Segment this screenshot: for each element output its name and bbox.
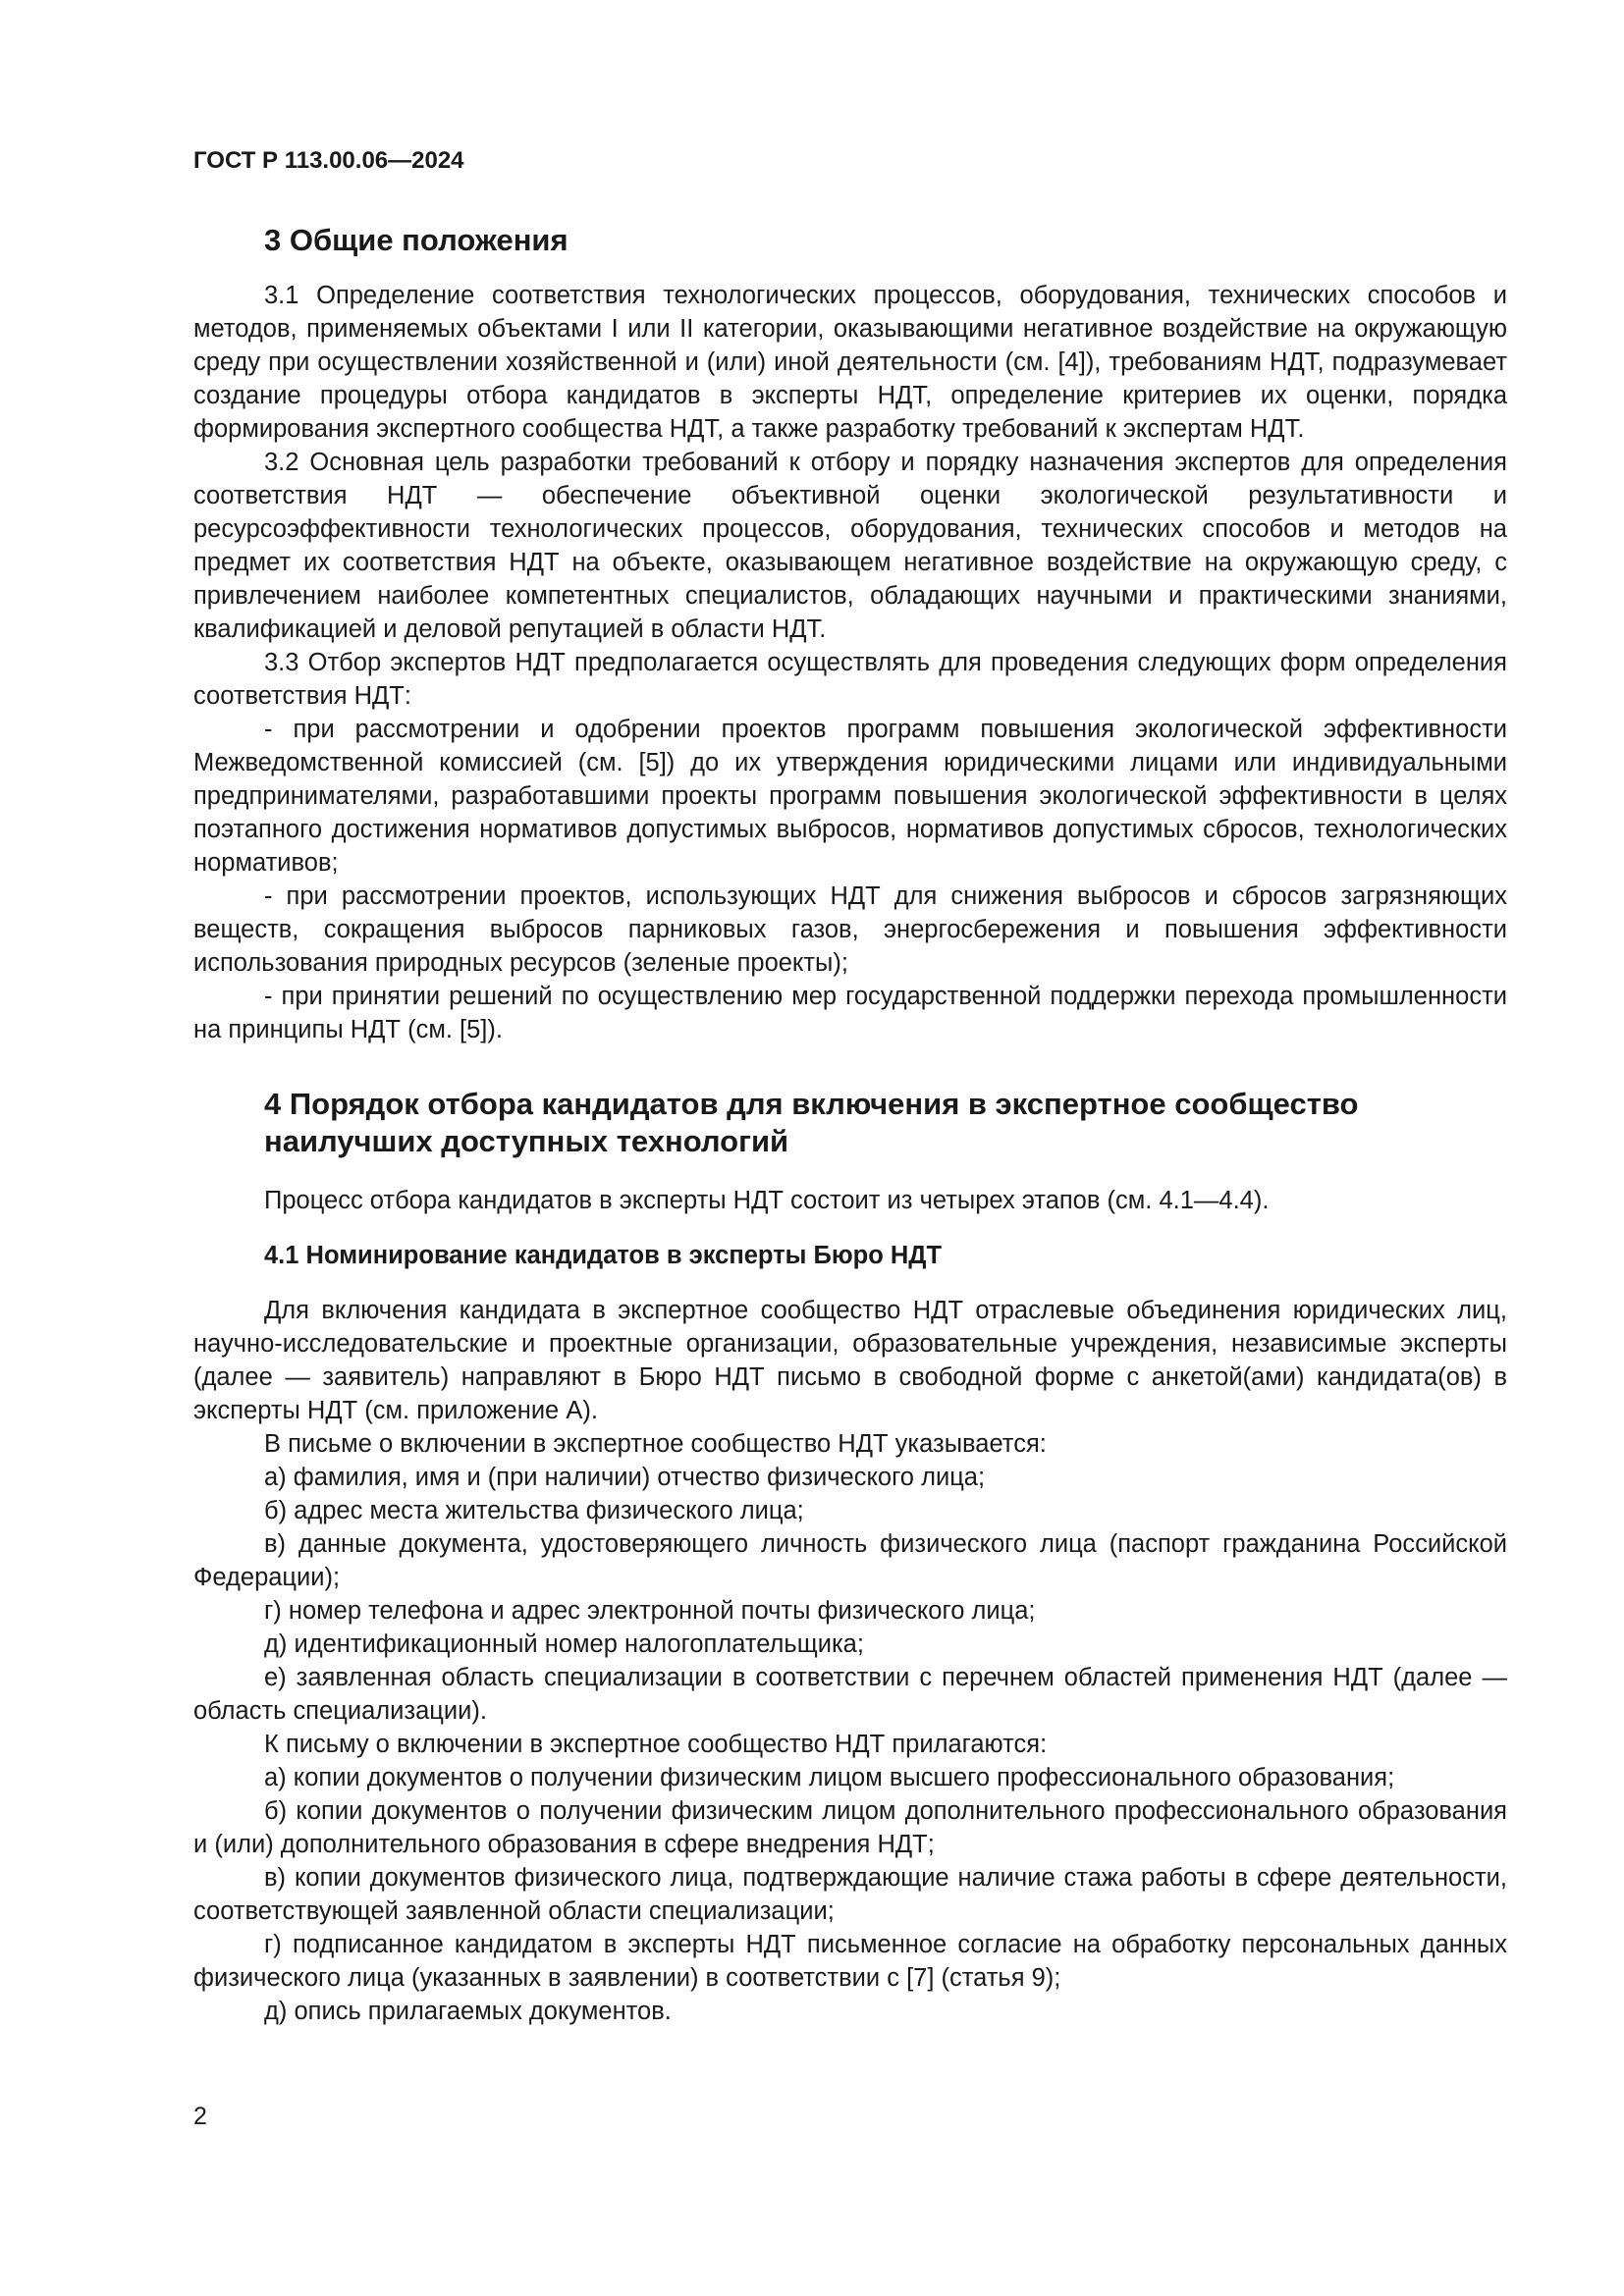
list-item-letter-v: в) данные документа, удостоверяющего личность физического лица (паспорт гражданина Российской Федерации); — [193, 1530, 1507, 1591]
section-4-title: 4 Порядок отбора кандидатов для включения в экспертное сообщество наилучших доступных технологий — [264, 1087, 1359, 1158]
subsection-4-1-title: 4.1 Номинирование кандидатов в эксперты Бюро НДТ — [264, 1242, 943, 1269]
list-item-letter-a: а) фамилия, имя и (при наличии) отчество физического лица; — [264, 1464, 986, 1491]
list-item-attach-v: в) копии документов физического лица, подтверждающие наличие стажа работы в сфере деятельности, соответствующей заявленной области специализации; — [193, 1864, 1507, 1925]
paragraph-3-3: 3.3 Отбор экспертов НДТ предполагается осуществлять для проведения следующих форм определения соответствия НДТ: — [193, 649, 1507, 710]
paragraph-3-1: 3.1 Определение соответствия технологических процессов, оборудования, технических способов и методов, применяемых объектами I или II категории, оказывающими негативное воздействие на окружающую среду при осуществлении хозяйственной и (или) иной деятельности (см. [4]), требованиям НДТ, подразумевает создание процедуры отбора кандидатов в эксперты НДТ, определение критериев их оценки, порядка формирования экспертного сообщества НДТ, а также разработку требований к экспертам НДТ. — [193, 282, 1507, 443]
section-3-title: 3 Общие положения — [264, 223, 568, 257]
paragraph-attachments: К письму о включении в экспертное сообщество НДТ прилагаются: — [264, 1731, 1048, 1758]
paragraph-4-1-intro: Для включения кандидата в экспертное сообщество НДТ отраслевые объединения юридических лиц, научно-исследовательские и проектные организации, образовательные учреждения, независимые эксперты (далее — заявитель) направляют в Бюро НДТ письмо в свободной форме с анкетой(ами) кандидата(ов) в эксперты НДТ (см. приложение А). — [193, 1297, 1507, 1424]
list-item-attach-b: б) копии документов о получении физическим лицом дополнительного профессионального образования и (или) дополнительного образования в сфере внедрения НДТ; — [193, 1797, 1507, 1858]
list-item-attach-d: д) опись прилагаемых документов. — [264, 1998, 672, 2025]
list-item-letter-b: б) адрес места жительства физического лица; — [264, 1497, 804, 1524]
paragraph-letter-contents: В письме о включении в экспертное сообщество НДТ указывается: — [264, 1430, 1047, 1458]
section-4-intro: Процесс отбора кандидатов в эксперты НДТ состоит из четырех этапов (см. 4.1—4.4). — [264, 1187, 1270, 1214]
list-item-3-3-b: - при рассмотрении проектов, использующих НДТ для снижения выбросов и сбросов загрязняющих веществ, сокращения выбросов парниковых газов, энергосбережения и повышения эффективности использования природных ресурсов (зеленые проекты); — [193, 882, 1507, 977]
list-item-letter-e: е) заявленная область специализации в соответствии с перечнем областей применения НДТ (далее — область специализации). — [193, 1664, 1507, 1725]
list-item-3-3-a: - при рассмотрении и одобрении проектов программ повышения экологической эффективности Межведомственной комиссией (см. [5]) до их утверждения юридическими лицами или индивидуальными предпринимателями, разработавшими проекты программ повышения экологической эффективности в целях поэтапного достижения нормативов допустимых выбросов, нормативов допустимых сбросов, технологических нормативов; — [193, 716, 1507, 877]
list-item-attach-a: а) копии документов о получении физическим лицом высшего профессионального образования; — [264, 1764, 1395, 1791]
paragraph-3-2: 3.2 Основная цель разработки требований к отбору и порядку назначения экспертов для определения соответствия НДТ — обеспечение объективной оценки экологической результативности и ресурсоэффективности технологических процессов, оборудования, технических способов и методов на предмет их соответствия НДТ на объекте, оказывающем негативное воздействие на окружающую среду, с привлечением наиболее компетентных специалистов, обладающих научными и практическими знаниями, квалификацией и деловой репутацией в области НДТ. — [193, 449, 1507, 643]
page-content — [193, 222, 1507, 2028]
list-item-letter-g: г) номер телефона и адрес электронной почты физического лица; — [264, 1597, 1036, 1625]
list-item-letter-d: д) идентификационный номер налогоплательщика; — [264, 1630, 864, 1658]
list-item-attach-g: г) подписанное кандидатом в эксперты НДТ письменное согласие на обработку персональных данных физического лица (указанных в заявлении) в соответствии с [7] (статья 9); — [193, 1931, 1507, 1992]
document-code: ГОСТ Р 113.00.06—2024 — [193, 147, 464, 174]
page-number: 2 — [193, 2103, 207, 2130]
list-item-3-3-c: - при принятии решений по осуществлению мер государственной поддержки перехода промышленности на принципы НДТ (см. [5]). — [193, 983, 1507, 1043]
